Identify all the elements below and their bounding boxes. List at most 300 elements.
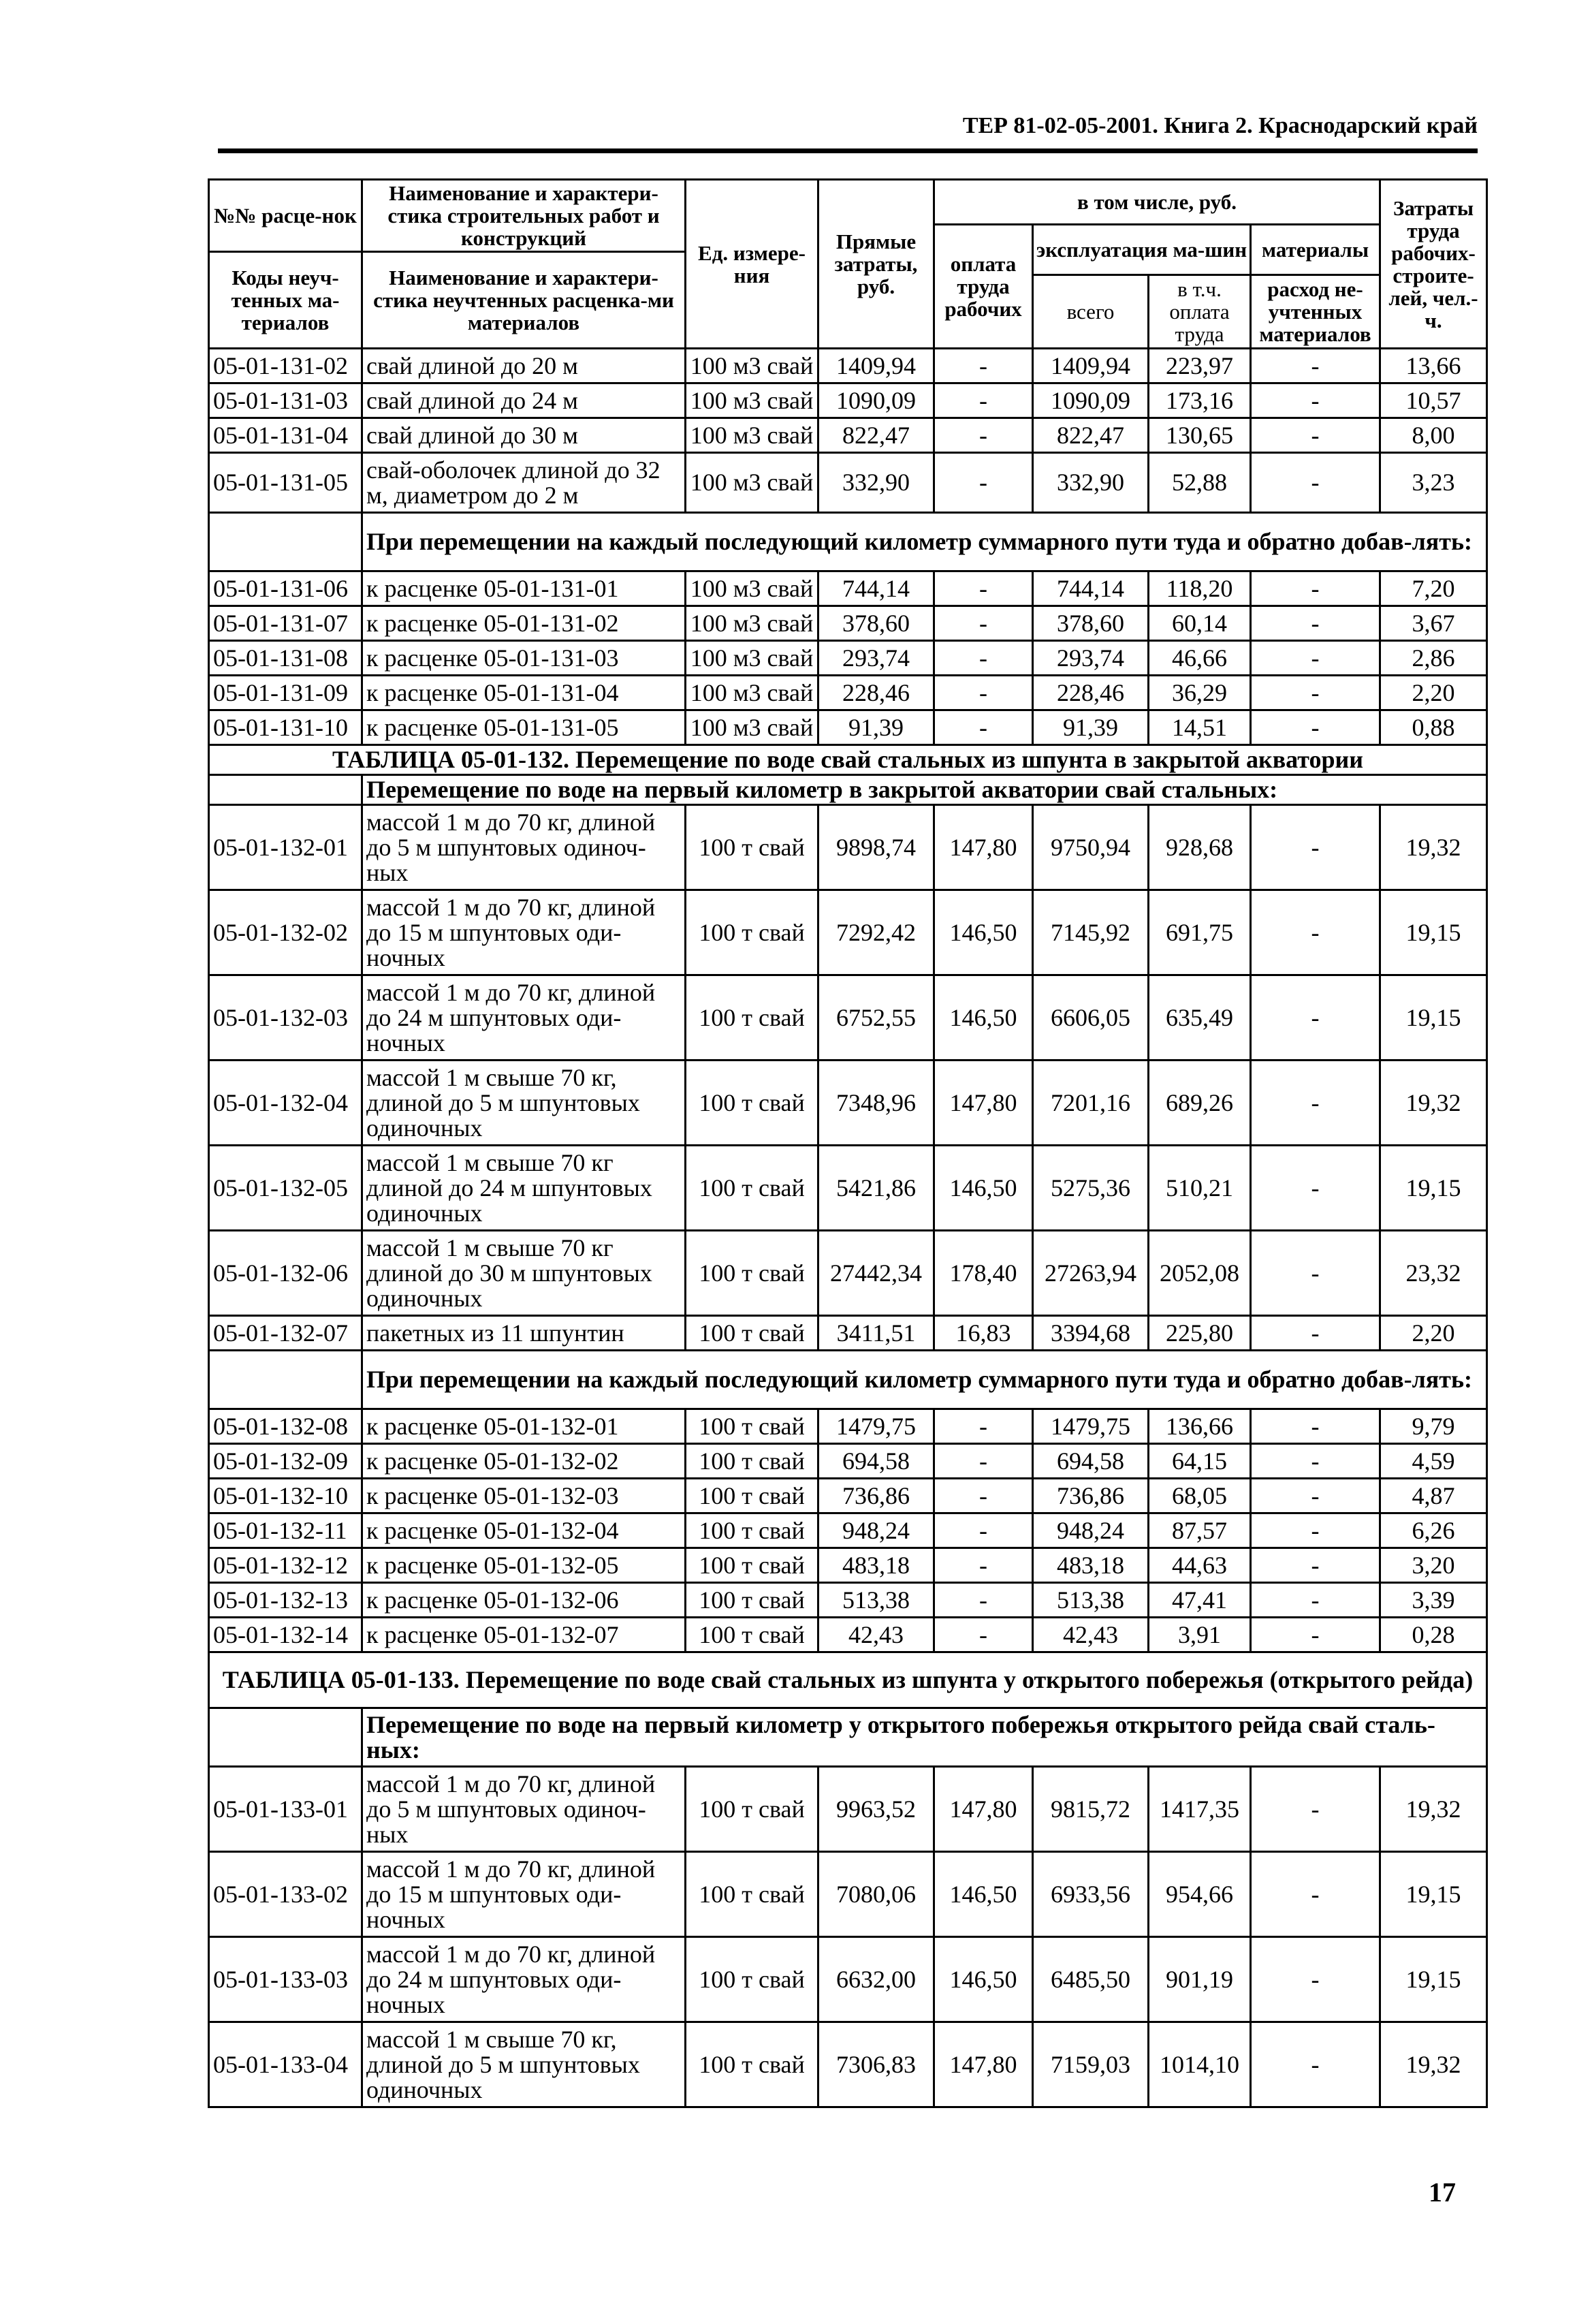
col-machines-total: всего	[1033, 275, 1149, 349]
row-labor: 19,15	[1380, 890, 1487, 975]
row-code: 05-01-132-08	[209, 1409, 362, 1444]
table-row	[209, 1513, 1487, 1548]
table-row	[209, 975, 1487, 1061]
row-code: 05-01-133-03	[209, 1937, 362, 2022]
row-machines-total: 1479,75	[1033, 1409, 1149, 1444]
section-heading: При перемещении на каждый последующий километр суммарного пути туда и обратно добав-лять:	[362, 1351, 1487, 1409]
row-machines-total: 822,47	[1033, 418, 1149, 453]
row-materials: -	[1251, 1767, 1380, 1852]
row-code: 05-01-131-10	[209, 710, 362, 745]
row-machines-pay: 173,16	[1149, 383, 1251, 418]
col-direct: Прямые затраты, руб.	[818, 180, 934, 349]
row-machines-pay: 3,91	[1149, 1618, 1251, 1652]
row-direct: 513,38	[818, 1583, 934, 1618]
row-machines-total: 27263,94	[1033, 1231, 1149, 1316]
row-code: 05-01-131-02	[209, 349, 362, 383]
page-number: 17	[1429, 2177, 1456, 2208]
row-labor: 2,86	[1380, 641, 1487, 676]
row-materials: -	[1251, 1316, 1380, 1351]
row-labor-pay: 146,50	[934, 1937, 1033, 2022]
row-direct: 3411,51	[818, 1316, 934, 1351]
row-labor-pay: 146,50	[934, 890, 1033, 975]
row-code: 05-01-132-02	[209, 890, 362, 975]
row-name: пакетных из 11 шпунтин	[362, 1316, 686, 1351]
row-unit: 100 т свай	[686, 805, 818, 890]
row-direct: 9963,52	[818, 1767, 934, 1852]
row-name: к расценке 05-01-131-04	[362, 676, 686, 710]
row-labor: 9,79	[1380, 1409, 1487, 1444]
row-machines-pay: 635,49	[1149, 975, 1251, 1061]
row-machines-total: 694,58	[1033, 1444, 1149, 1479]
row-name: массой 1 м до 70 кг, длиной до 5 м шпунтовых одиноч-ных	[362, 805, 686, 890]
row-name: массой 1 м свыше 70 кг, длиной до 5 м шпунтовых одиночных	[362, 1061, 686, 1146]
row-direct: 5421,86	[818, 1146, 934, 1231]
table-row	[209, 1548, 1487, 1583]
row-name: массой 1 м до 70 кг, длиной до 24 м шпунтовых оди-ночных	[362, 1937, 686, 2022]
row-labor-pay: -	[934, 571, 1033, 606]
row-machines-pay: 1417,35	[1149, 1767, 1251, 1852]
row-code: 05-01-132-14	[209, 1618, 362, 1652]
row-materials: -	[1251, 349, 1380, 383]
row-materials: -	[1251, 2022, 1380, 2107]
row-code: 05-01-132-04	[209, 1061, 362, 1146]
row-unit: 100 т свай	[686, 1061, 818, 1146]
row-direct: 483,18	[818, 1548, 934, 1583]
row-machines-pay: 130,65	[1149, 418, 1251, 453]
table-row	[209, 2022, 1487, 2107]
row-labor-pay: 147,80	[934, 1767, 1033, 1852]
row-unit: 100 м3 свай	[686, 606, 818, 641]
table-row	[209, 383, 1487, 418]
row-materials: -	[1251, 1852, 1380, 1937]
row-name: к расценке 05-01-132-06	[362, 1583, 686, 1618]
row-labor: 19,32	[1380, 1767, 1487, 1852]
row-labor: 19,32	[1380, 2022, 1487, 2107]
row-labor-pay: -	[934, 1583, 1033, 1618]
row-labor-pay: 178,40	[934, 1231, 1033, 1316]
table-row	[209, 676, 1487, 710]
row-materials: -	[1251, 1513, 1380, 1548]
col-machines-pay: в т.ч. оплата труда	[1149, 275, 1251, 349]
row-materials: -	[1251, 676, 1380, 710]
row-labor-pay: -	[934, 453, 1033, 513]
table-row	[209, 1409, 1487, 1444]
row-machines-pay: 1014,10	[1149, 2022, 1251, 2107]
row-unit: 100 т свай	[686, 1513, 818, 1548]
row-machines-pay: 68,05	[1149, 1479, 1251, 1513]
row-code: 05-01-131-03	[209, 383, 362, 418]
row-labor: 4,59	[1380, 1444, 1487, 1479]
row-machines-pay: 901,19	[1149, 1937, 1251, 2022]
col-incl: в том числе, руб.	[934, 180, 1380, 225]
row-machines-pay: 689,26	[1149, 1061, 1251, 1146]
section-spacer	[209, 1708, 362, 1767]
row-code: 05-01-131-06	[209, 571, 362, 606]
row-labor: 4,87	[1380, 1479, 1487, 1513]
row-direct: 1479,75	[818, 1409, 934, 1444]
col-materials: материалы	[1251, 225, 1380, 275]
section-heading: Перемещение по воде на первый километр у открытого побережья открытого рейда свай сталь-ных:	[362, 1708, 1487, 1767]
price-table	[208, 178, 1488, 2108]
row-direct: 744,14	[818, 571, 934, 606]
row-name: к расценке 05-01-131-05	[362, 710, 686, 745]
row-labor: 19,32	[1380, 805, 1487, 890]
row-machines-total: 7145,92	[1033, 890, 1149, 975]
row-labor-pay: 147,80	[934, 1061, 1033, 1146]
row-labor: 3,39	[1380, 1583, 1487, 1618]
row-code: 05-01-131-07	[209, 606, 362, 641]
row-name: к расценке 05-01-131-02	[362, 606, 686, 641]
row-machines-total: 293,74	[1033, 641, 1149, 676]
row-code: 05-01-132-12	[209, 1548, 362, 1583]
row-machines-pay: 2052,08	[1149, 1231, 1251, 1316]
table-row	[209, 1937, 1487, 2022]
row-materials: -	[1251, 890, 1380, 975]
row-machines-total: 228,46	[1033, 676, 1149, 710]
row-name: массой 1 м до 70 кг, длиной до 5 м шпунтовых одиноч-ных	[362, 1767, 686, 1852]
row-machines-pay: 46,66	[1149, 641, 1251, 676]
table-row	[209, 641, 1487, 676]
row-unit: 100 т свай	[686, 1316, 818, 1351]
row-unit: 100 т свай	[686, 1409, 818, 1444]
row-machines-pay: 44,63	[1149, 1548, 1251, 1583]
table-row	[209, 1479, 1487, 1513]
row-labor-pay: -	[934, 1548, 1033, 1583]
row-direct: 822,47	[818, 418, 934, 453]
row-unit: 100 т свай	[686, 1767, 818, 1852]
row-machines-pay: 47,41	[1149, 1583, 1251, 1618]
section-spacer	[209, 513, 362, 571]
row-direct: 7080,06	[818, 1852, 934, 1937]
row-labor-pay: 146,50	[934, 1146, 1033, 1231]
row-unit: 100 м3 свай	[686, 571, 818, 606]
row-labor: 19,15	[1380, 1852, 1487, 1937]
table-row	[209, 1231, 1487, 1316]
row-direct: 42,43	[818, 1618, 934, 1652]
row-unit: 100 м3 свай	[686, 710, 818, 745]
row-code: 05-01-132-13	[209, 1583, 362, 1618]
section-row	[209, 1708, 1487, 1767]
row-machines-total: 6485,50	[1033, 1937, 1149, 2022]
row-machines-pay: 954,66	[1149, 1852, 1251, 1937]
row-machines-total: 7159,03	[1033, 2022, 1149, 2107]
row-labor: 3,67	[1380, 606, 1487, 641]
section-heading: Перемещение по воде на первый километр в закрытой акватории свай стальных:	[362, 775, 1487, 805]
row-materials: -	[1251, 805, 1380, 890]
row-machines-pay: 691,75	[1149, 890, 1251, 975]
row-code: 05-01-132-09	[209, 1444, 362, 1479]
header-rule	[218, 148, 1478, 153]
row-labor-pay: -	[934, 676, 1033, 710]
row-code: 05-01-132-01	[209, 805, 362, 890]
row-unit: 100 м3 свай	[686, 453, 818, 513]
row-unit: 100 т свай	[686, 1618, 818, 1652]
row-code: 05-01-132-05	[209, 1146, 362, 1231]
running-header: ТЕР 81-02-05-2001. Книга 2. Краснодарский край	[962, 113, 1478, 138]
row-machines-pay: 60,14	[1149, 606, 1251, 641]
table-row	[209, 349, 1487, 383]
row-labor: 10,57	[1380, 383, 1487, 418]
row-labor-pay: -	[934, 1409, 1033, 1444]
row-machines-total: 42,43	[1033, 1618, 1149, 1652]
row-machines-total: 378,60	[1033, 606, 1149, 641]
row-machines-pay: 225,80	[1149, 1316, 1251, 1351]
row-direct: 736,86	[818, 1479, 934, 1513]
col-labor: Затраты труда рабочих-строите-лей, чел.-ч.	[1380, 180, 1487, 349]
row-machines-total: 736,86	[1033, 1479, 1149, 1513]
row-direct: 948,24	[818, 1513, 934, 1548]
table-row	[209, 1618, 1487, 1652]
row-labor: 0,88	[1380, 710, 1487, 745]
row-machines-pay: 64,15	[1149, 1444, 1251, 1479]
col-name2: Наименование и характери-стика неучтенных расценка-ми материалов	[362, 252, 686, 349]
row-machines-pay: 14,51	[1149, 710, 1251, 745]
row-machines-pay: 510,21	[1149, 1146, 1251, 1231]
row-labor: 0,28	[1380, 1618, 1487, 1652]
row-labor-pay: -	[934, 606, 1033, 641]
section-row	[209, 1351, 1487, 1409]
row-machines-pay: 118,20	[1149, 571, 1251, 606]
table-title: ТАБЛИЦА 05-01-133. Перемещение по воде свай стальных из шпунта у открытого побережья (открытого рейда)	[209, 1652, 1487, 1708]
row-materials: -	[1251, 383, 1380, 418]
row-labor-pay: -	[934, 418, 1033, 453]
row-materials: -	[1251, 1479, 1380, 1513]
row-labor: 8,00	[1380, 418, 1487, 453]
row-direct: 694,58	[818, 1444, 934, 1479]
row-materials: -	[1251, 1146, 1380, 1231]
row-direct: 1090,09	[818, 383, 934, 418]
row-code: 05-01-132-07	[209, 1316, 362, 1351]
row-direct: 91,39	[818, 710, 934, 745]
section-spacer	[209, 775, 362, 805]
row-direct: 27442,34	[818, 1231, 934, 1316]
row-code: 05-01-133-02	[209, 1852, 362, 1937]
row-direct: 9898,74	[818, 805, 934, 890]
row-machines-total: 1090,09	[1033, 383, 1149, 418]
row-unit: 100 т свай	[686, 1231, 818, 1316]
row-unit: 100 т свай	[686, 2022, 818, 2107]
table-row	[209, 1767, 1487, 1852]
row-unit: 100 т свай	[686, 975, 818, 1061]
section-heading: При перемещении на каждый последующий километр суммарного пути туда и обратно добав-лять:	[362, 513, 1487, 571]
table-row	[209, 890, 1487, 975]
row-name: к расценке 05-01-132-01	[362, 1409, 686, 1444]
row-labor: 3,23	[1380, 453, 1487, 513]
row-machines-total: 5275,36	[1033, 1146, 1149, 1231]
row-materials: -	[1251, 418, 1380, 453]
row-machines-total: 483,18	[1033, 1548, 1149, 1583]
col-unit: Ед. измере-ния	[686, 180, 818, 349]
row-name: к расценке 05-01-132-05	[362, 1548, 686, 1583]
row-materials: -	[1251, 571, 1380, 606]
row-unit: 100 т свай	[686, 1146, 818, 1231]
table-row	[209, 1852, 1487, 1937]
row-materials: -	[1251, 1548, 1380, 1583]
row-machines-pay: 223,97	[1149, 349, 1251, 383]
row-labor-pay: -	[934, 1618, 1033, 1652]
row-direct: 6752,55	[818, 975, 934, 1061]
row-labor: 23,32	[1380, 1231, 1487, 1316]
row-materials: -	[1251, 1583, 1380, 1618]
row-labor: 19,15	[1380, 1146, 1487, 1231]
header-row	[209, 180, 1487, 225]
row-code: 05-01-131-04	[209, 418, 362, 453]
row-machines-pay: 928,68	[1149, 805, 1251, 890]
row-machines-total: 9750,94	[1033, 805, 1149, 890]
row-name: массой 1 м до 70 кг, длиной до 15 м шпунтовых оди-ночных	[362, 1852, 686, 1937]
row-unit: 100 т свай	[686, 1583, 818, 1618]
row-labor-pay: -	[934, 1479, 1033, 1513]
row-machines-pay: 52,88	[1149, 453, 1251, 513]
row-machines-pay: 136,66	[1149, 1409, 1251, 1444]
row-materials: -	[1251, 453, 1380, 513]
row-labor-pay: -	[934, 710, 1033, 745]
table-title-row	[209, 1652, 1487, 1708]
row-labor: 3,20	[1380, 1548, 1487, 1583]
row-labor-pay: 146,50	[934, 1852, 1033, 1937]
table-row	[209, 1583, 1487, 1618]
row-name: массой 1 м свыше 70 кг, длиной до 5 м шпунтовых одиночных	[362, 2022, 686, 2107]
row-machines-total: 6933,56	[1033, 1852, 1149, 1937]
col-labor-pay: оплата труда рабочих	[934, 225, 1033, 349]
row-unit: 100 м3 свай	[686, 349, 818, 383]
row-machines-total: 3394,68	[1033, 1316, 1149, 1351]
row-name: массой 1 м до 70 кг, длиной до 24 м шпунтовых оди-ночных	[362, 975, 686, 1061]
row-unit: 100 т свай	[686, 1852, 818, 1937]
row-unit: 100 т свай	[686, 1479, 818, 1513]
row-direct: 7348,96	[818, 1061, 934, 1146]
row-unit: 100 т свай	[686, 1444, 818, 1479]
row-labor-pay: 16,83	[934, 1316, 1033, 1351]
section-row	[209, 513, 1487, 571]
row-labor: 6,26	[1380, 1513, 1487, 1548]
row-code: 05-01-132-10	[209, 1479, 362, 1513]
row-labor-pay: 146,50	[934, 975, 1033, 1061]
table-row	[209, 418, 1487, 453]
row-direct: 378,60	[818, 606, 934, 641]
row-machines-pay: 36,29	[1149, 676, 1251, 710]
row-machines-total: 7201,16	[1033, 1061, 1149, 1146]
row-labor: 13,66	[1380, 349, 1487, 383]
row-name: к расценке 05-01-132-04	[362, 1513, 686, 1548]
row-machines-total: 513,38	[1033, 1583, 1149, 1618]
row-name: массой 1 м свыше 70 кг длиной до 24 м шпунтовых одиночных	[362, 1146, 686, 1231]
row-labor-pay: 147,80	[934, 2022, 1033, 2107]
table-row	[209, 571, 1487, 606]
table-row	[209, 606, 1487, 641]
row-labor-pay: 147,80	[934, 805, 1033, 890]
row-labor: 19,15	[1380, 1937, 1487, 2022]
table-row	[209, 1444, 1487, 1479]
col-materials-sub: расход не-учтенных материалов	[1251, 275, 1380, 349]
row-machines-pay: 87,57	[1149, 1513, 1251, 1548]
row-materials: -	[1251, 1937, 1380, 2022]
row-name: к расценке 05-01-132-02	[362, 1444, 686, 1479]
row-direct: 1409,94	[818, 349, 934, 383]
row-machines-total: 6606,05	[1033, 975, 1149, 1061]
row-unit: 100 т свай	[686, 1937, 818, 2022]
row-code: 05-01-131-08	[209, 641, 362, 676]
col-name: Наименование и характери-стика строительных работ и конструкций	[362, 180, 686, 252]
row-name: к расценке 05-01-132-07	[362, 1618, 686, 1652]
row-machines-total: 948,24	[1033, 1513, 1149, 1548]
row-materials: -	[1251, 1231, 1380, 1316]
row-materials: -	[1251, 1409, 1380, 1444]
row-name: свай-оболочек длиной до 32 м, диаметром до 2 м	[362, 453, 686, 513]
row-name: свай длиной до 24 м	[362, 383, 686, 418]
row-code: 05-01-131-05	[209, 453, 362, 513]
row-unit: 100 м3 свай	[686, 641, 818, 676]
row-materials: -	[1251, 710, 1380, 745]
col-codes: Коды неуч-тенных ма-териалов	[209, 252, 362, 349]
section-spacer	[209, 1351, 362, 1409]
row-unit: 100 т свай	[686, 1548, 818, 1583]
col-num: №№ расце-нок	[209, 180, 362, 252]
row-machines-total: 9815,72	[1033, 1767, 1149, 1852]
row-name: свай длиной до 30 м	[362, 418, 686, 453]
row-unit: 100 м3 свай	[686, 383, 818, 418]
row-labor: 19,15	[1380, 975, 1487, 1061]
row-labor: 2,20	[1380, 676, 1487, 710]
row-direct: 7292,42	[818, 890, 934, 975]
row-labor-pay: -	[934, 383, 1033, 418]
row-materials: -	[1251, 1444, 1380, 1479]
row-name: к расценке 05-01-131-01	[362, 571, 686, 606]
row-labor: 2,20	[1380, 1316, 1487, 1351]
table-row	[209, 710, 1487, 745]
row-unit: 100 т свай	[686, 890, 818, 975]
table-row	[209, 805, 1487, 890]
row-name: массой 1 м свыше 70 кг длиной до 30 м шпунтовых одиночных	[362, 1231, 686, 1316]
row-code: 05-01-132-03	[209, 975, 362, 1061]
row-direct: 7306,83	[818, 2022, 934, 2107]
row-name: к расценке 05-01-132-03	[362, 1479, 686, 1513]
row-labor-pay: -	[934, 641, 1033, 676]
row-code: 05-01-132-06	[209, 1231, 362, 1316]
row-materials: -	[1251, 1618, 1380, 1652]
row-direct: 293,74	[818, 641, 934, 676]
table-row	[209, 1061, 1487, 1146]
row-labor: 19,32	[1380, 1061, 1487, 1146]
row-code: 05-01-133-01	[209, 1767, 362, 1852]
row-materials: -	[1251, 641, 1380, 676]
table-row	[209, 1146, 1487, 1231]
row-labor-pay: -	[934, 1513, 1033, 1548]
row-name: к расценке 05-01-131-03	[362, 641, 686, 676]
col-machines: эксплуатация ма-шин	[1033, 225, 1251, 275]
table-title: ТАБЛИЦА 05-01-132. Перемещение по воде свай стальных из шпунта в закрытой акватории	[209, 745, 1487, 775]
section-row	[209, 775, 1487, 805]
row-materials: -	[1251, 606, 1380, 641]
row-materials: -	[1251, 975, 1380, 1061]
row-code: 05-01-132-11	[209, 1513, 362, 1548]
row-name: свай длиной до 20 м	[362, 349, 686, 383]
table-row	[209, 1316, 1487, 1351]
row-machines-total: 744,14	[1033, 571, 1149, 606]
table-title-row	[209, 745, 1487, 775]
row-code: 05-01-131-09	[209, 676, 362, 710]
row-labor-pay: -	[934, 1444, 1033, 1479]
row-machines-total: 91,39	[1033, 710, 1149, 745]
row-code: 05-01-133-04	[209, 2022, 362, 2107]
row-machines-total: 1409,94	[1033, 349, 1149, 383]
row-machines-total: 332,90	[1033, 453, 1149, 513]
row-labor-pay: -	[934, 349, 1033, 383]
row-materials: -	[1251, 1061, 1380, 1146]
table-row	[209, 453, 1487, 513]
row-direct: 332,90	[818, 453, 934, 513]
row-direct: 228,46	[818, 676, 934, 710]
